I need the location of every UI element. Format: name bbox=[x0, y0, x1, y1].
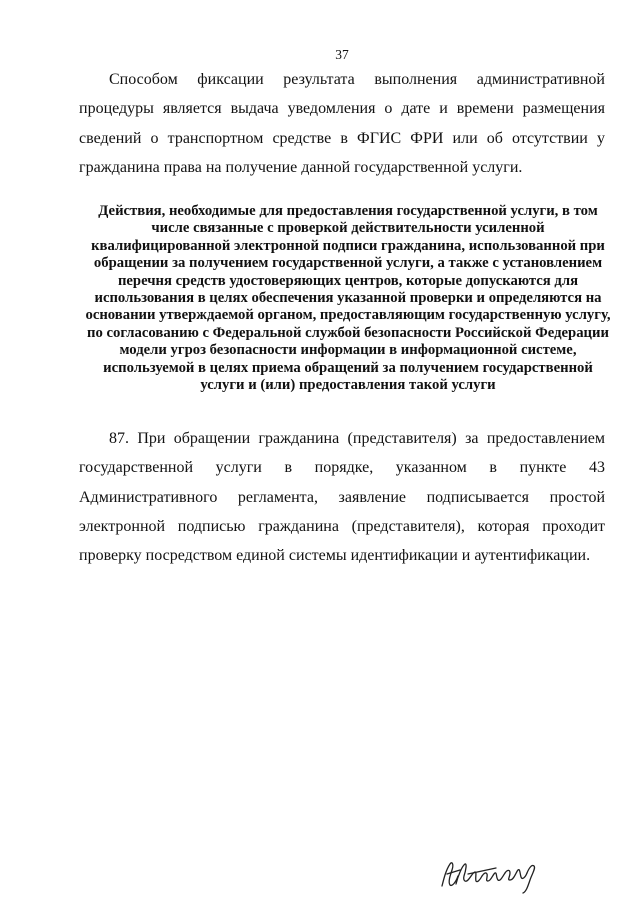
section-heading: Действия, необходимые для предоставления государственной услуги, в том числе связанные с проверкой действительности усиленной квалифицированной электронной подписи гражданина, использованной при обращении за получением государственной услуги, а также с установлением перечня средств удостоверяющих центров, которые допускаются для использования в целях обеспечения указанной проверки и определяются на основании утверждаемой органом, предоставляющим государственную услугу, по согласованию с Федеральной службой безопасности Российской Федерации модели угроз безопасности информации в информационной системе, используемой в целях приема обращений за получением государственной услуги и (или) предоставления такой услуги bbox=[85, 203, 611, 394]
paragraph-fixation-method: Способом фиксации результата выполнения административной процедуры является выдача уведомления о дате и времени размещения сведений о транспортном средстве в ФГИС ФРИ или об отсутствии у гражданина права на получение данной государственной услуги. bbox=[79, 71, 605, 176]
paragraph-87: 87. При обращении гражданина (представителя) за предоставлением государственной услуги в порядке, указанном в пункте 43 Административного регламента, заявление подписывается простой электронной подписью гражданина (представителя), которая проходит проверку посредством единой системы идентификации и аутентификации. bbox=[79, 430, 605, 565]
signature-icon bbox=[438, 856, 542, 896]
page-number: 37 bbox=[335, 47, 349, 62]
